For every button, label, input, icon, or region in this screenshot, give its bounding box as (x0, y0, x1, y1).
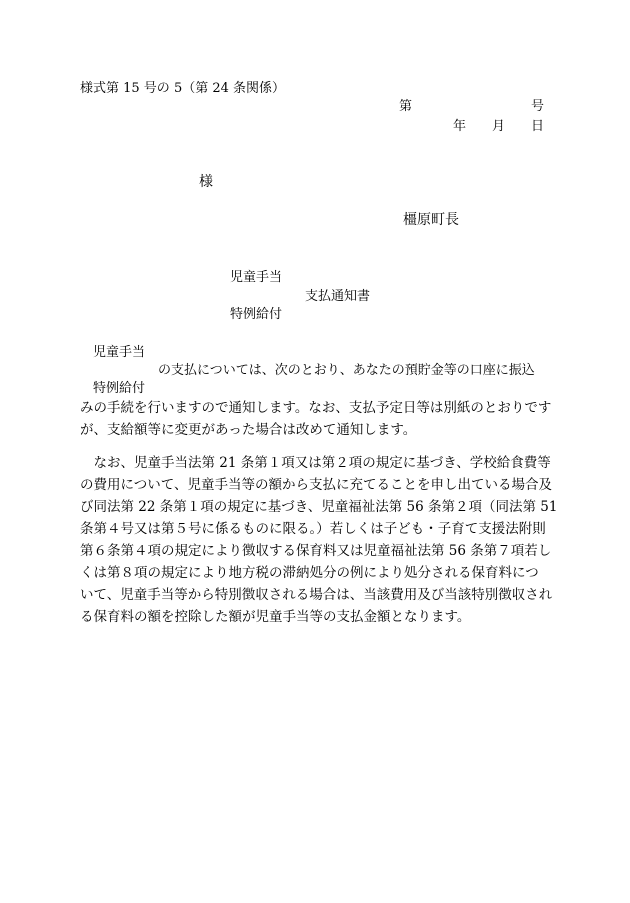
title-option-child-allowance: 児童手当 (230, 270, 283, 285)
title-option-special-benefit: 特例給付 (230, 307, 283, 322)
document-number-suffix: 号 (531, 99, 545, 114)
sender-name: 橿原町長 (403, 212, 459, 228)
paragraph-2-line: いて、児童手当等から特別徴収される場合は、当該費用及び当該特別徴収され (80, 587, 553, 603)
addressee-suffix: 様 (199, 174, 213, 190)
opening-option-child-allowance: 児童手当 (93, 345, 146, 360)
document-title: 支払通知書 (305, 289, 371, 304)
paragraph-1 (80, 397, 560, 441)
date-year: 年 (453, 119, 467, 134)
paragraph-1-line: みの手続を行いますので通知します。なお、支払予定日等は別紙のとおりです (80, 400, 552, 416)
paragraph-2-line: の費用について、児童手当等の額から支払に充てることを申し出ている場合及 (80, 477, 552, 493)
form-number: 様式第 15 号の 5（第 24 条関係） (80, 81, 286, 96)
paragraph-2 (80, 452, 560, 628)
opening-text: の支払については、次のとおり、あなたの預貯金等の口座に振込 (158, 363, 535, 378)
paragraph-2-line: び同法第 22 条第１項の規定に基づき、児童福祉法第 56 条第２項（同法第 51 (80, 499, 558, 515)
date-month: 月 (492, 119, 506, 134)
paragraph-2-line: 第６条第４項の規定により徴収する保育料又は児童福祉法第 56 条第７項若し (80, 543, 552, 559)
paragraph-2-line: 条第４号又は第５号に係るものに限る。）若しくは子ども・子育て支援法附則 (80, 521, 546, 537)
paragraph-1-line: が、支給額等に変更があった場合は改めて通知します。 (80, 422, 417, 438)
opening-option-special-benefit: 特例給付 (93, 381, 146, 396)
document-number-prefix: 第 (399, 99, 413, 114)
paragraph-2-line: くは第８項の規定により地方税の滞納処分の例により処分される保育料につ (80, 565, 539, 581)
paragraph-2-line: なお、児童手当法第 21 条第１項又は第２項の規定に基づき、学校給食費等 (80, 455, 551, 471)
date-day: 日 (531, 119, 545, 134)
paragraph-2-line: る保育料の額を控除した額が児童手当等の支払金額となります。 (80, 609, 471, 625)
